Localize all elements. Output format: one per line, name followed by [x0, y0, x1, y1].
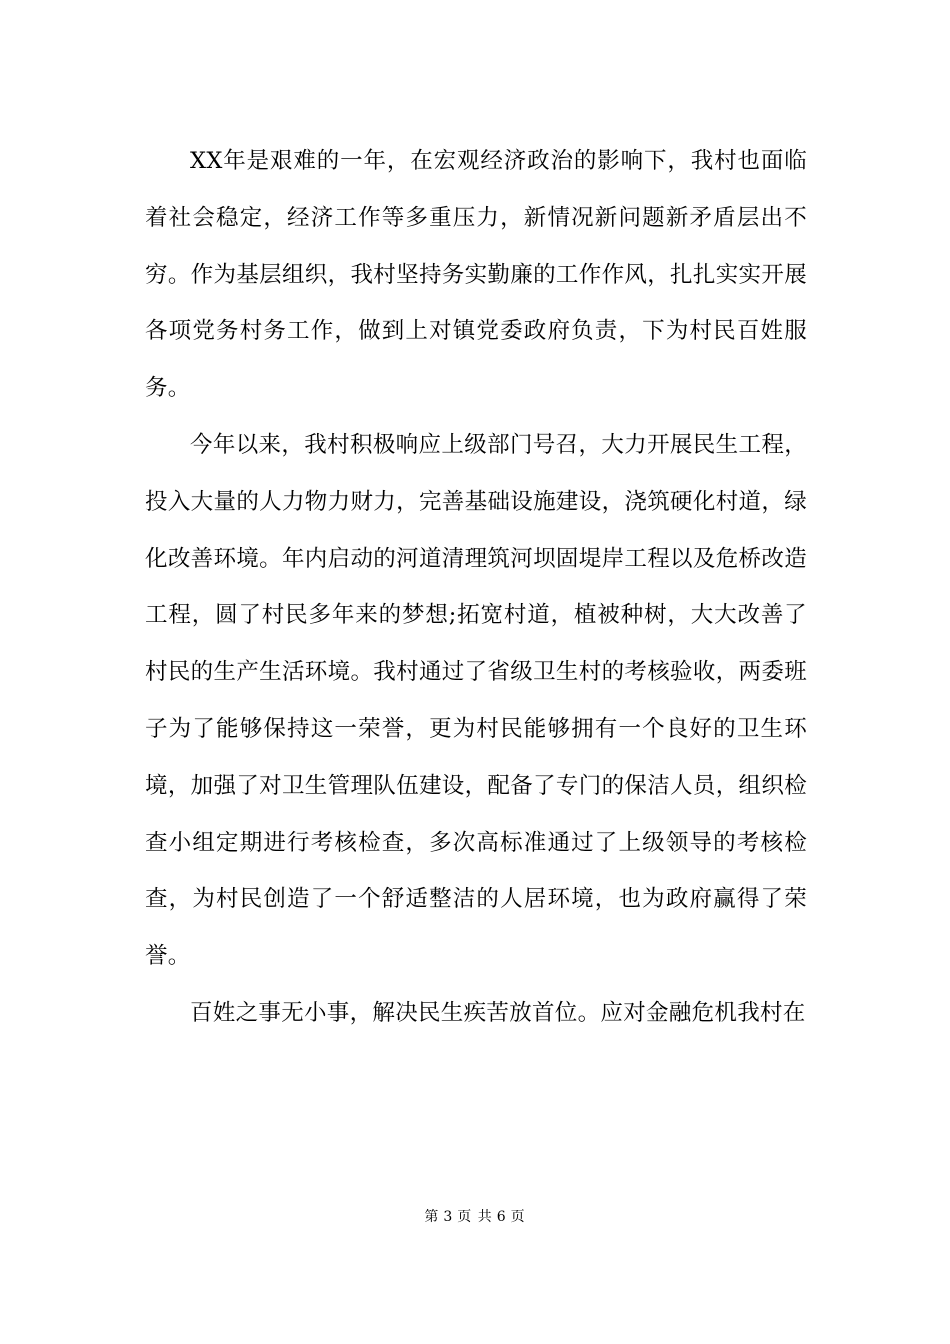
footer-middle: 页 共 — [457, 1209, 493, 1225]
paragraph-2: 今年以来，我村积极响应上级部门号召，大力开展民生工程，投入大量的人力物力财力，完善基础设施建设，浇筑硬化村道，绿化改善环境。年内启动的河道清理筑河坝固堤岸工程以及危桥改造工程，圆了村民多年来的梦想;拓宽村道，植被种树，大大改善了村民的生产生活环境。我村通过了省级卫生村的考核验收，两委班子为了能够保持这一荣誉，更为村民能够拥有一个良好的卫生环境，加强了对卫生管理队伍建设，配备了专门的保洁人员，组织检查小组定期进行考核检查，多次高标准通过了上级领导的考核检查，为村民创造了一个舒适整洁的人居环境，也为政府赢得了荣誉。 — [145, 431, 807, 970]
paragraph-3: 百姓之事无小事，解决民生疾苦放首位。应对金融危机我村在 — [190, 999, 806, 1026]
document-body — [145, 133, 807, 1042]
footer-current-page: 3 — [443, 1209, 454, 1225]
footer-total-pages: 6 — [496, 1209, 507, 1225]
footer-prefix: 第 — [424, 1209, 440, 1225]
page-footer — [0, 1207, 950, 1227]
footer-suffix: 页 — [510, 1209, 526, 1225]
paragraph-1: XX年是艰难的一年，在宏观经济政治的影响下，我村也面临着社会稳定，经济工作等多重压力，新情况新问题新矛盾层出不穷。作为基层组织，我村坚持务实勤廉的工作作风，扎扎实实开展各项党务村务工作，做到上对镇党委政府负责，下为村民百姓服务。 — [145, 148, 807, 402]
